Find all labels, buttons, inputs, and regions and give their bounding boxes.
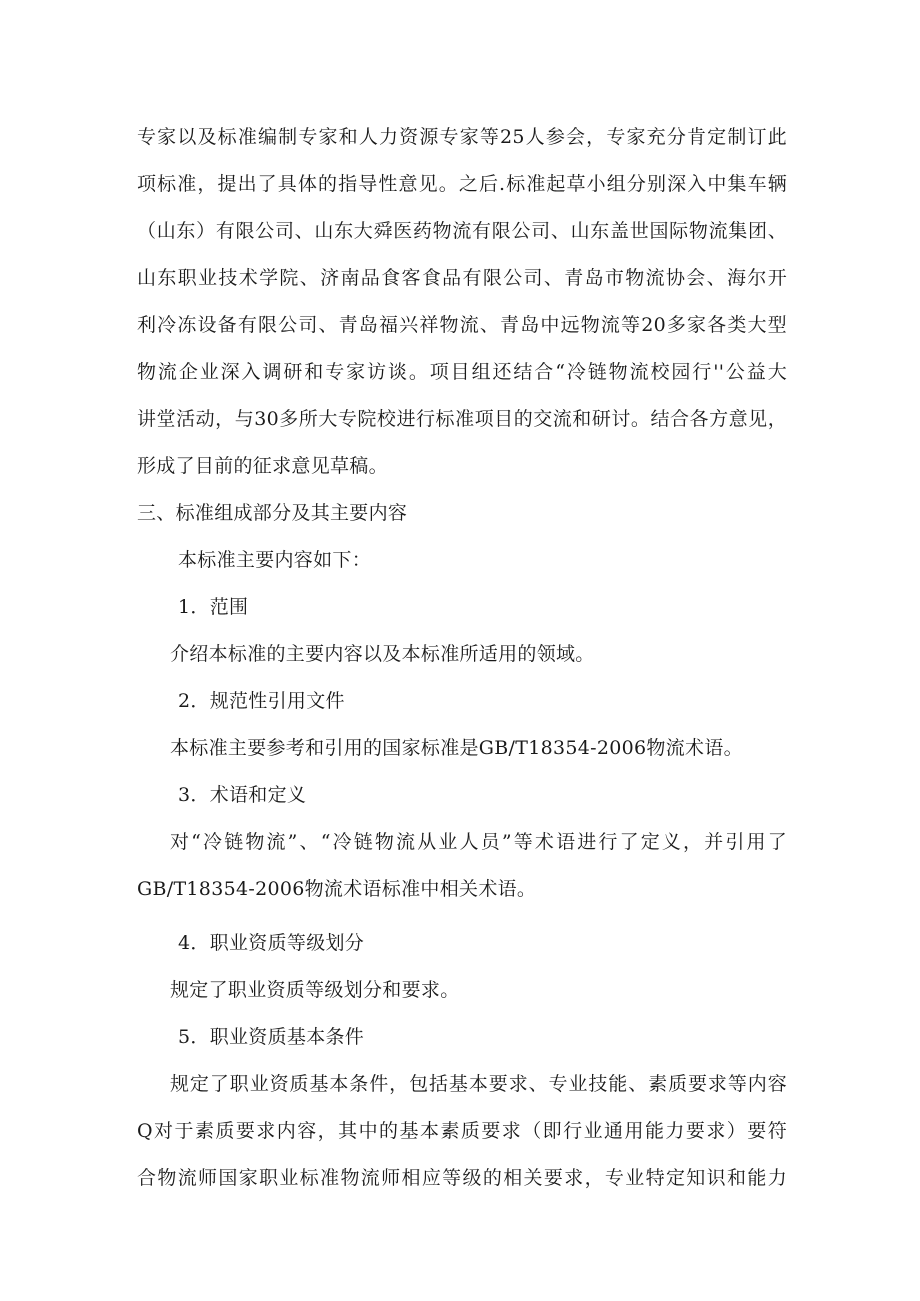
paragraph-line-4: 山东职业技术学院、济南品食客食品有限公司、青岛市物流协会、海尔开	[137, 267, 787, 289]
section-intro: 本标准主要内容如下：	[178, 549, 372, 571]
paragraph-line-6: 物流企业深入调研和专家访谈。项目组还结合“冷链物流校园行''公益大	[137, 361, 787, 383]
section-heading: 三、标准组成部分及其主要内容	[137, 502, 408, 524]
item-1-body: 介绍本标准的主要内容以及本标准所适用的领域。	[170, 643, 595, 665]
item-4-body: 规定了职业资质等级划分和要求。	[170, 979, 460, 1001]
paragraph-line-1: 专家以及标准编制专家和人力资源专家等25人参会，专家充分肯定制订此	[137, 126, 787, 148]
paragraph-line-7: 讲堂活动，与30多所大专院校进行标准项目的交流和研讨。结合各方意见，	[137, 408, 787, 430]
paragraph-line-3: （山东）有限公司、山东大舜医药物流有限公司、山东盖世国际物流集团、	[137, 220, 787, 242]
item-2-body: 本标准主要参考和引用的国家标准是GB/T18354-2006物流术语。	[170, 737, 743, 759]
item-5-body-line-1: 规定了职业资质基本条件，包括基本要求、专业技能、素质要求等内容	[170, 1073, 787, 1095]
item-4-title: 4．职业资质等级划分	[178, 932, 365, 954]
item-3-title: 3．术语和定义	[178, 784, 307, 806]
item-1-title: 1．范围	[178, 596, 249, 618]
paragraph-line-5: 利冷冻设备有限公司、青岛福兴祥物流、青岛中远物流等20多家各类大型	[137, 314, 787, 336]
item-5-title: 5．职业资质基本条件	[178, 1026, 365, 1048]
item-3-body-line-1: 对“冷链物流”、“冷链物流从业人员”等术语进行了定义，并引用了	[170, 831, 787, 853]
item-5-body-line-3: 合物流师国家职业标准物流师相应等级的相关要求，专业特定知识和能力	[137, 1167, 787, 1189]
item-3-body-line-2: GB/T18354-2006物流术语标准中相关术语。	[137, 878, 537, 900]
item-5-body-line-2: Q对于素质要求内容，其中的基本素质要求（即行业通用能力要求）要符	[137, 1120, 787, 1142]
item-2-title: 2．规范性引用文件	[178, 690, 345, 712]
paragraph-line-8: 形成了目前的征求意见草稿。	[137, 455, 388, 477]
paragraph-line-2: 项标准，提出了具体的指导性意见。之后.标准起草小组分别深入中集车辆	[137, 173, 787, 195]
